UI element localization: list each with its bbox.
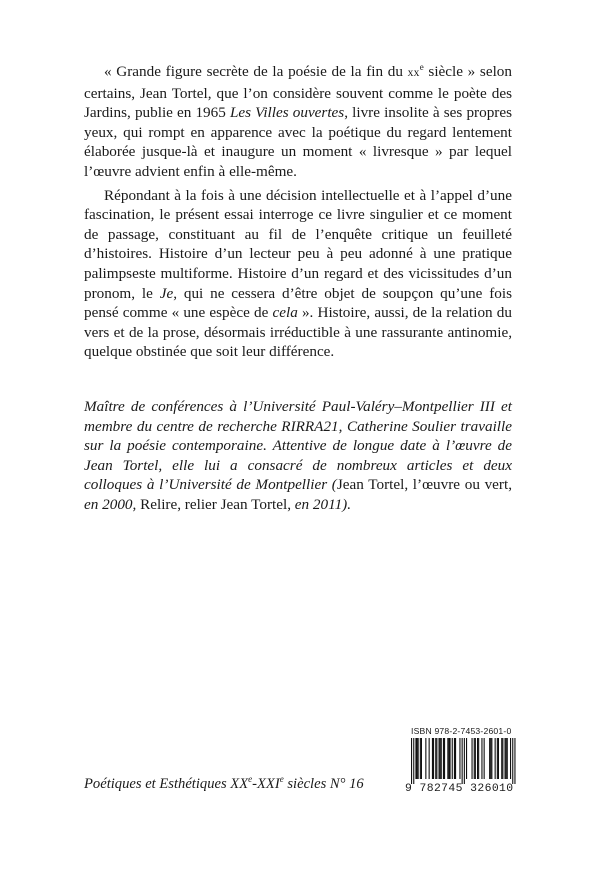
blurb-text: « Grande figure secrète de la poésie de la fin du [104, 63, 408, 80]
barcode-bar [484, 738, 485, 779]
emphasis-word: Je [159, 284, 174, 302]
barcode-bar [474, 738, 475, 779]
barcode-bar [441, 738, 442, 779]
barcode-bar [433, 738, 434, 779]
barcode-bar [464, 738, 465, 784]
barcode-bar [448, 738, 449, 779]
bio-text: en 2000, [84, 495, 141, 513]
isbn-barcode-block [405, 726, 520, 795]
barcode-bar [420, 738, 421, 779]
barcode-bar [429, 738, 430, 779]
barcode-bar [459, 738, 460, 779]
barcode-bar [455, 738, 456, 779]
barcode-bar [411, 738, 412, 784]
barcode-bar [425, 738, 426, 779]
barcode-bar [497, 738, 498, 779]
series-text: -XXI [252, 776, 280, 792]
series-text: Poétiques et Esthétiques XX [84, 776, 249, 792]
isbn-label: ISBN 978-2-7453-2601-0 [411, 726, 512, 736]
barcode-bar [490, 738, 491, 779]
barcode-bar [502, 738, 503, 779]
blurb-paragraph-2 [84, 186, 512, 362]
blurb-paragraph-1 [84, 62, 512, 182]
author-bio [84, 397, 512, 515]
barcode-bar [417, 738, 418, 779]
barcode-bar [440, 738, 441, 779]
barcode-bar [435, 738, 436, 779]
barcode-bar [491, 738, 492, 779]
back-cover-blurb [84, 62, 512, 362]
book-title: Les Villes ouvertes [229, 104, 345, 122]
barcode-bar [447, 738, 448, 779]
blurb-text: ». Histoire, aussi, de la relation du vers et de la prose, désormais irréductible à une rassurante antinomie, quelque obstinée que soit leur différence. [84, 304, 512, 361]
barcode-bar [444, 738, 445, 779]
series-superscript: e [248, 774, 253, 785]
barcode-icon [405, 738, 520, 784]
barcode-bar [489, 738, 490, 779]
barcode-bar [495, 738, 496, 779]
barcode-bar [505, 738, 506, 779]
barcode-bar [501, 738, 502, 779]
barcode-bar [443, 738, 444, 779]
bio-text: en 2011). [291, 495, 352, 513]
barcode-digits: 9 782745 326010 [405, 783, 514, 795]
blurb-text: , qui ne cessera d’être objet de soupçon qu’une fois pensé comme « une espèce de [84, 284, 512, 322]
barcode-bar [432, 738, 433, 779]
barcode-bar [462, 738, 463, 784]
conference-title: Relire, relier Jean Tortel, [140, 495, 291, 513]
barcode-bar [507, 738, 508, 779]
blurb-text: Répondant à la fois à une décision intellectuelle et à l’appel d’une fascination, le présent essai interroge ce livre singulier et ce moment de passage, constituant au fil de l’enquête critique un feuilleté d’histoires. Histoire d’un lecteur peu à peu adonné à une pratique palimpseste multiforme. Histoire d’un regard et des vicissitudes d’un pronom, le [84, 186, 512, 302]
barcode-bar [512, 738, 513, 784]
barcode-bar [466, 738, 467, 779]
barcode-bar [418, 738, 419, 779]
blurb-text: siècle » selon certains, Jean Tortel, que l’on considère souvent comme le poète des Jardins, publie en 1965 [84, 63, 512, 122]
series-superscript: e [279, 774, 284, 785]
barcode-bar [450, 738, 451, 779]
barcode-bar [439, 738, 440, 779]
barcode-bar [415, 738, 416, 779]
barcode-bar [477, 738, 478, 779]
emphasis-word: cela [272, 304, 298, 322]
barcode-bar [475, 738, 476, 779]
barcode-bar [413, 738, 414, 784]
barcode-bar [510, 738, 511, 779]
barcode-bar [452, 738, 453, 779]
barcode-bar [506, 738, 507, 779]
barcode-bar [478, 738, 479, 779]
bio-text: Maître de conférences à l’Université Paul-Valéry–Montpellier III et membre du centre de recherche RIRRA21, Catherine Soulier travaille sur la poésie contemporaine. Attentive de longue date à l’œuvre de Jean Tortel, elle lui a consacré de nombreux articles et deux colloques à l’Université de Montpellier ( [84, 398, 512, 494]
barcode-bar [421, 738, 422, 779]
barcode-bar [472, 738, 473, 779]
barcode-bar [481, 738, 482, 779]
barcode-bar [514, 738, 515, 784]
century-superscript: e [419, 61, 424, 72]
barcode-bar [436, 738, 437, 779]
blurb-text: , livre insolite à ses propres yeux, qui rompt en apparence avec la poétique du regard lentement élaborée jusque-là et inaugure un moment « livresque » par lequel l’œuvre advient enfin à elle-même. [84, 104, 512, 180]
barcode-bar [498, 738, 499, 779]
century-numeral: xx [407, 67, 420, 79]
conference-title: Jean Tortel, l’œuvre ou vert, [336, 476, 513, 494]
series-text: siècles N° 16 [283, 776, 364, 792]
series-name [84, 776, 364, 793]
barcode-bar [454, 738, 455, 779]
